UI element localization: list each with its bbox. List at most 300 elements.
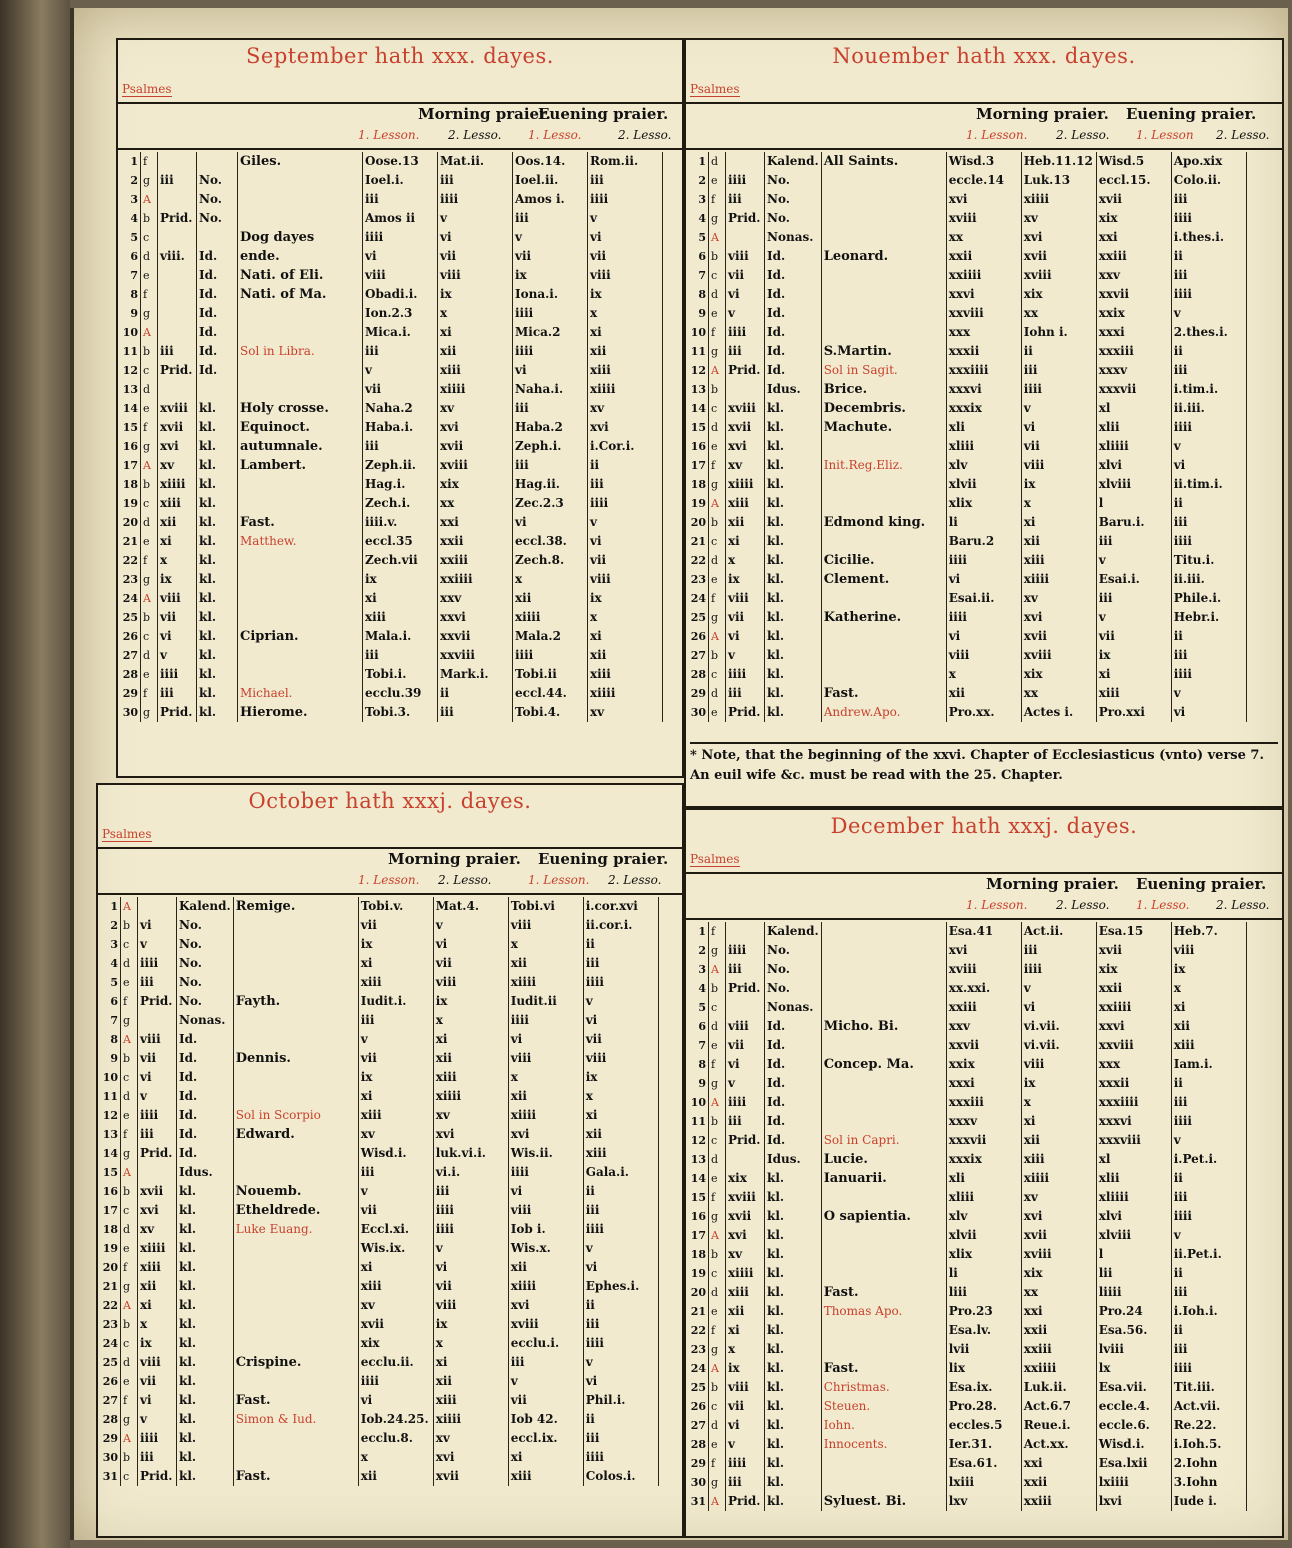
- morning-lesson-1: vi: [946, 627, 1021, 646]
- book-spine: [0, 0, 70, 1548]
- morning-lesson-2: x: [433, 1334, 508, 1353]
- morning-lesson-1: xlix: [946, 494, 1021, 513]
- morning-lesson-1: Pro.28.: [946, 1397, 1021, 1416]
- day-number: 7: [688, 266, 709, 285]
- evening-lesson-1: ix: [1096, 646, 1171, 665]
- roman-date: kl.: [765, 551, 822, 570]
- calendar-row: [688, 323, 1246, 342]
- evening-lesson-1: xliiii: [1096, 1188, 1171, 1207]
- calendar-table: [688, 922, 1247, 1511]
- morning-lesson-1: iii: [363, 190, 438, 209]
- evening-lesson-2: v: [583, 992, 658, 1011]
- morning-lesson-2: xiii: [1021, 551, 1096, 570]
- evening-lesson-1: xlvi: [1096, 456, 1171, 475]
- day-number: 7: [120, 266, 141, 285]
- roman-date: kl.: [765, 589, 822, 608]
- day-number: 25: [688, 608, 709, 627]
- evening-lesson-2: xii: [583, 1125, 658, 1144]
- evening-lesson-1: xxiiii: [1096, 998, 1171, 1017]
- evening-lesson-1: xxxi: [1096, 323, 1171, 342]
- golden-number: Prid.: [726, 1131, 765, 1150]
- golden-number: iii: [726, 342, 765, 361]
- evening-lesson-1: Iudit.ii: [508, 992, 583, 1011]
- lesson-label: 1. Lesson.: [966, 128, 1028, 142]
- calendar-row: [688, 1169, 1246, 1188]
- day-number: 2: [120, 171, 141, 190]
- golden-number: vii: [138, 1372, 177, 1391]
- golden-number: vii: [726, 608, 765, 627]
- dominical-letter: d: [709, 285, 726, 304]
- evening-lesson-1: lxvi: [1096, 1492, 1171, 1511]
- golden-number: xvii: [726, 1207, 765, 1226]
- morning-lesson-2: xvi: [433, 1125, 508, 1144]
- evening-lesson-1: xxxv: [1096, 361, 1171, 380]
- golden-number: Prid.: [726, 979, 765, 998]
- evening-lesson-1: xliiii: [1096, 437, 1171, 456]
- dominical-letter: b: [121, 1315, 138, 1334]
- feast-cell: [821, 1435, 946, 1454]
- feast-cell: [821, 361, 946, 380]
- dominical-letter: A: [709, 1359, 726, 1378]
- evening-lesson-2: viii: [588, 570, 663, 589]
- morning-prayer-label: Morning praier.: [388, 850, 521, 868]
- evening-lesson-2: i.Cor.i.: [588, 437, 663, 456]
- roman-date: No.: [177, 935, 234, 954]
- dominical-letter: d: [121, 954, 138, 973]
- feast-cell: [821, 1131, 946, 1150]
- dominical-letter: d: [709, 1017, 726, 1036]
- evening-lesson-2: iiii: [583, 1334, 658, 1353]
- morning-lesson-1: lxv: [946, 1492, 1021, 1511]
- morning-lesson-2: ix: [433, 1315, 508, 1334]
- morning-lesson-1: xvi: [946, 190, 1021, 209]
- feast-cell: [233, 1163, 358, 1182]
- rubric-feast: Andrew.Apo.: [823, 705, 901, 719]
- day-number: 7: [688, 1036, 709, 1055]
- golden-number: [158, 152, 197, 171]
- morning-lesson-2: xxiiii: [438, 570, 513, 589]
- morning-lesson-1: v: [363, 361, 438, 380]
- calendar-row: [120, 494, 663, 513]
- morning-lesson-2: ix: [438, 285, 513, 304]
- dominical-letter: b: [121, 1448, 138, 1467]
- evening-lesson-1: Pro.24: [1096, 1302, 1171, 1321]
- dominical-letter: d: [141, 380, 158, 399]
- morning-lesson-1: xi: [358, 1087, 433, 1106]
- morning-lesson-1: xxxii: [946, 342, 1021, 361]
- feast-cell: [821, 703, 946, 722]
- evening-lesson-1: Ioel.ii.: [513, 171, 588, 190]
- morning-lesson-1: ix: [358, 1068, 433, 1087]
- lesson-label: 2. Lesso.: [448, 128, 502, 142]
- dominical-letter: b: [121, 1049, 138, 1068]
- november-section: [684, 38, 1284, 808]
- day-number: 19: [100, 1239, 121, 1258]
- calendar-row: [688, 1397, 1246, 1416]
- feast-cell: [821, 285, 946, 304]
- morning-lesson-1: v: [358, 1030, 433, 1049]
- morning-lesson-2: xvii: [433, 1467, 508, 1486]
- calendar-row: [688, 171, 1246, 190]
- golden-number: [158, 380, 197, 399]
- feast-cell: [821, 1093, 946, 1112]
- golden-number: Prid.: [158, 209, 197, 228]
- feast-cell: [233, 1258, 358, 1277]
- roman-date: No.: [765, 941, 822, 960]
- calendar-row: [688, 437, 1246, 456]
- evening-lesson-2: vi: [583, 1011, 658, 1030]
- morning-lesson-2: vi: [433, 1258, 508, 1277]
- golden-number: vi: [726, 1416, 765, 1435]
- rubric-feast: Luke Euang.: [235, 1222, 313, 1236]
- dominical-letter: A: [121, 1296, 138, 1315]
- roman-date: Id.: [197, 285, 238, 304]
- evening-lesson-2: ii: [1171, 627, 1246, 646]
- golden-number: xv: [726, 456, 765, 475]
- evening-lesson-1: xlii: [1096, 1169, 1171, 1188]
- golden-number: xvii: [726, 418, 765, 437]
- day-number: 15: [688, 1188, 709, 1207]
- dominical-letter: g: [709, 941, 726, 960]
- lesson-label: 2. Lesso.: [1056, 128, 1110, 142]
- dominical-letter: e: [709, 437, 726, 456]
- golden-number: v: [158, 646, 197, 665]
- prayer-header: [686, 872, 1282, 920]
- roman-date: kl.: [197, 665, 238, 684]
- feast-cell: Fast.: [233, 1391, 358, 1410]
- evening-lesson-1: xii: [513, 589, 588, 608]
- roman-date: Id.: [765, 1112, 822, 1131]
- golden-number: viii: [138, 1030, 177, 1049]
- morning-lesson-2: xxiii: [438, 551, 513, 570]
- evening-lesson-2: x: [583, 1087, 658, 1106]
- day-number: 29: [688, 1454, 709, 1473]
- morning-lesson-2: xii: [433, 1372, 508, 1391]
- rubric-feast: Sol in Scorpio: [235, 1108, 321, 1122]
- morning-lesson-1: xxv: [946, 1017, 1021, 1036]
- golden-number: Prid.: [726, 703, 765, 722]
- evening-lesson-1: xxxviii: [1096, 1131, 1171, 1150]
- morning-lesson-2: x: [1021, 1093, 1096, 1112]
- day-number: 5: [100, 973, 121, 992]
- feast-cell: [238, 532, 363, 551]
- dominical-letter: d: [709, 1150, 726, 1169]
- calendar-row: [120, 304, 663, 323]
- golden-number: xv: [138, 1220, 177, 1239]
- morning-lesson-2: xxii: [1021, 1321, 1096, 1340]
- evening-lesson-2: ix: [1171, 960, 1246, 979]
- day-number: 28: [120, 665, 141, 684]
- dominical-letter: f: [709, 323, 726, 342]
- morning-lesson-2: xiiii: [1021, 570, 1096, 589]
- day-number: 18: [120, 475, 141, 494]
- evening-lesson-1: eccle.4.: [1096, 1397, 1171, 1416]
- september-section: [116, 38, 684, 778]
- evening-lesson-1: Mica.2: [513, 323, 588, 342]
- feast-cell: [233, 1087, 358, 1106]
- dominical-letter: f: [709, 922, 726, 941]
- day-number: 9: [120, 304, 141, 323]
- evening-lesson-2: iiii: [583, 1448, 658, 1467]
- golden-number: viii.: [158, 247, 197, 266]
- day-number: 25: [100, 1353, 121, 1372]
- roman-date: kl.: [765, 532, 822, 551]
- golden-number: iii: [726, 960, 765, 979]
- calendar-row: [688, 1435, 1246, 1454]
- dominical-letter: b: [709, 1378, 726, 1397]
- evening-lesson-2: iii: [1171, 1188, 1246, 1207]
- roman-date: kl.: [177, 1391, 234, 1410]
- calendar-row: [100, 897, 658, 916]
- morning-lesson-1: iiii: [358, 1372, 433, 1391]
- calendar-row: [120, 228, 663, 247]
- calendar-row: [688, 152, 1246, 171]
- dominical-letter: b: [121, 916, 138, 935]
- morning-lesson-1: eccles.5: [946, 1416, 1021, 1435]
- day-number: 28: [100, 1410, 121, 1429]
- feast-cell: [821, 1074, 946, 1093]
- evening-lesson-1: xix: [1096, 960, 1171, 979]
- dominical-letter: g: [121, 1277, 138, 1296]
- morning-lesson-2: v: [438, 209, 513, 228]
- morning-lesson-1: xiii: [358, 1106, 433, 1125]
- evening-lesson-1: xlvi: [1096, 1207, 1171, 1226]
- feast-cell: Syluest. Bi.: [821, 1492, 946, 1511]
- roman-date: kl.: [765, 475, 822, 494]
- feast-cell: [238, 665, 363, 684]
- morning-lesson-2: vi.vii.: [1021, 1036, 1096, 1055]
- dominical-letter: A: [709, 1492, 726, 1511]
- evening-lesson-2: 2.Iohn: [1171, 1454, 1246, 1473]
- prayer-header: [98, 847, 682, 895]
- dominical-letter: A: [709, 960, 726, 979]
- morning-lesson-2: xiii: [438, 361, 513, 380]
- roman-date: kl.: [197, 418, 238, 437]
- morning-lesson-1: xii: [946, 684, 1021, 703]
- morning-lesson-2: iiii: [1021, 380, 1096, 399]
- dominical-letter: b: [141, 608, 158, 627]
- day-number: 29: [688, 684, 709, 703]
- golden-number: xiiii: [726, 1264, 765, 1283]
- evening-lesson-2: i.tim.i.: [1171, 380, 1246, 399]
- feast-cell: [233, 935, 358, 954]
- roman-date: Id.: [765, 342, 822, 361]
- morning-lesson-2: xi: [438, 323, 513, 342]
- morning-lesson-2: xii: [433, 1049, 508, 1068]
- golden-number: Prid.: [726, 209, 765, 228]
- evening-lesson-2: iiii: [1171, 209, 1246, 228]
- evening-lesson-2: v: [588, 513, 663, 532]
- lesson-label: 2. Lesso.: [1216, 128, 1270, 142]
- roman-date: kl.: [765, 494, 822, 513]
- day-number: 10: [100, 1068, 121, 1087]
- feast-cell: [233, 1106, 358, 1125]
- evening-lesson-2: v: [583, 1239, 658, 1258]
- roman-date: kl.: [765, 1226, 822, 1245]
- feast-cell: Fast.: [238, 513, 363, 532]
- feast-cell: [233, 1220, 358, 1239]
- golden-number: [138, 1163, 177, 1182]
- golden-number: ix: [726, 570, 765, 589]
- golden-number: xvii: [138, 1182, 177, 1201]
- evening-lesson-2: vii: [583, 1030, 658, 1049]
- roman-date: kl.: [177, 1372, 234, 1391]
- dominical-letter: A: [709, 627, 726, 646]
- feast-cell: Hierome.: [238, 703, 363, 722]
- evening-lesson-1: iii: [1096, 532, 1171, 551]
- roman-date: kl.: [197, 513, 238, 532]
- roman-date: Idus.: [765, 1150, 822, 1169]
- evening-lesson-2: iiii: [583, 1220, 658, 1239]
- day-number: 23: [688, 1340, 709, 1359]
- morning-lesson-1: xxix: [946, 1055, 1021, 1074]
- roman-date: kl.: [197, 703, 238, 722]
- morning-lesson-2: xvii: [1021, 247, 1096, 266]
- evening-lesson-1: Baru.i.: [1096, 513, 1171, 532]
- morning-lesson-2: vi: [433, 935, 508, 954]
- evening-lesson-1: xxxiii: [1096, 342, 1171, 361]
- roman-date: Idus.: [177, 1163, 234, 1182]
- roman-date: Id.: [765, 285, 822, 304]
- dominical-letter: d: [709, 418, 726, 437]
- day-number: 12: [100, 1106, 121, 1125]
- day-number: 12: [688, 361, 709, 380]
- calendar-row: [120, 190, 663, 209]
- evening-lesson-2: iiii: [588, 190, 663, 209]
- evening-lesson-1: eccl.44.: [513, 684, 588, 703]
- golden-number: x: [158, 551, 197, 570]
- calendar-row: [688, 304, 1246, 323]
- evening-lesson-1: xl: [1096, 399, 1171, 418]
- feast-cell: [238, 570, 363, 589]
- calendar-row: [120, 532, 663, 551]
- evening-lesson-1: Mala.2: [513, 627, 588, 646]
- golden-number: ix: [138, 1334, 177, 1353]
- evening-lesson-1: Wisd.i.: [1096, 1435, 1171, 1454]
- morning-lesson-1: lvii: [946, 1340, 1021, 1359]
- calendar-row: [100, 1030, 658, 1049]
- golden-number: vi: [138, 1068, 177, 1087]
- morning-lesson-2: v: [1021, 979, 1096, 998]
- morning-lesson-2: luk.vi.i.: [433, 1144, 508, 1163]
- feast-cell: Remige.: [233, 897, 358, 916]
- roman-date: Idus.: [765, 380, 822, 399]
- morning-lesson-1: vii: [363, 380, 438, 399]
- feast-cell: Fast.: [821, 1283, 946, 1302]
- evening-lesson-2: ix: [588, 285, 663, 304]
- evening-lesson-2: ii.Pet.i.: [1171, 1245, 1246, 1264]
- calendar-row: [688, 1150, 1246, 1169]
- roman-date: kl.: [765, 684, 822, 703]
- golden-number: [158, 266, 197, 285]
- morning-lesson-1: viii: [363, 266, 438, 285]
- feast-cell: [238, 380, 363, 399]
- calendar-row: [120, 285, 663, 304]
- dominical-letter: c: [121, 1201, 138, 1220]
- dominical-letter: A: [709, 494, 726, 513]
- feast-cell: Lambert.: [238, 456, 363, 475]
- calendar-row: [688, 646, 1246, 665]
- morning-lesson-1: iii: [358, 1011, 433, 1030]
- morning-lesson-1: eccl.35: [363, 532, 438, 551]
- day-number: 27: [688, 646, 709, 665]
- evening-lesson-1: v: [513, 228, 588, 247]
- golden-number: x: [138, 1315, 177, 1334]
- calendar-row: [100, 1372, 658, 1391]
- day-number: 8: [688, 285, 709, 304]
- evening-lesson-1: xxx: [1096, 1055, 1171, 1074]
- morning-lesson-2: xi: [433, 1030, 508, 1049]
- dominical-letter: A: [709, 228, 726, 247]
- roman-date: kl.: [197, 475, 238, 494]
- morning-lesson-1: iii: [358, 1163, 433, 1182]
- evening-lesson-1: xii: [508, 954, 583, 973]
- dominical-letter: e: [141, 399, 158, 418]
- morning-lesson-1: xxxix: [946, 1150, 1021, 1169]
- morning-lesson-2: v: [433, 916, 508, 935]
- evening-lesson-1: Pro.xxi: [1096, 703, 1171, 722]
- evening-prayer-label: Euening praier.: [1126, 105, 1257, 123]
- day-number: 30: [120, 703, 141, 722]
- feast-cell: [821, 941, 946, 960]
- roman-date: kl.: [177, 1239, 234, 1258]
- feast-cell: [821, 209, 946, 228]
- morning-lesson-1: xix: [358, 1334, 433, 1353]
- roman-date: kl.: [765, 1435, 822, 1454]
- dominical-letter: g: [141, 171, 158, 190]
- evening-lesson-1: l: [1096, 494, 1171, 513]
- calendar-row: [688, 1207, 1246, 1226]
- feast-cell: Concep. Ma.: [821, 1055, 946, 1074]
- calendar-row: [120, 399, 663, 418]
- roman-date: No.: [197, 190, 238, 209]
- day-number: 23: [120, 570, 141, 589]
- evening-lesson-1: xi: [1096, 665, 1171, 684]
- day-number: 29: [100, 1429, 121, 1448]
- evening-lesson-2: xiiii: [588, 380, 663, 399]
- evening-lesson-1: xvii: [1096, 190, 1171, 209]
- evening-lesson-1: viii: [508, 1201, 583, 1220]
- morning-lesson-2: vi: [1021, 998, 1096, 1017]
- roman-date: No.: [765, 209, 822, 228]
- calendar-row: [688, 1454, 1246, 1473]
- roman-date: Kalend.: [177, 897, 234, 916]
- evening-lesson-1: x: [513, 570, 588, 589]
- roman-date: Id.: [197, 361, 238, 380]
- dominical-letter: g: [709, 475, 726, 494]
- calendar-row: [120, 342, 663, 361]
- calendar-row: [100, 1448, 658, 1467]
- day-number: 22: [100, 1296, 121, 1315]
- calendar-row: [120, 266, 663, 285]
- dominical-letter: d: [709, 1416, 726, 1435]
- roman-date: kl.: [177, 1258, 234, 1277]
- golden-number: iiii: [726, 323, 765, 342]
- month-title: September hath xxx. dayes.: [246, 44, 554, 68]
- roman-date: kl.: [765, 608, 822, 627]
- feast-cell: [233, 1277, 358, 1296]
- calendar-row: [688, 1226, 1246, 1245]
- roman-date: Id.: [765, 1093, 822, 1112]
- golden-number: v: [726, 646, 765, 665]
- feast-cell: [821, 228, 946, 247]
- day-number: 17: [120, 456, 141, 475]
- evening-lesson-1: lviii: [1096, 1340, 1171, 1359]
- feast-cell: [238, 190, 363, 209]
- feast-cell: [233, 1448, 358, 1467]
- evening-lesson-2: ii: [1171, 342, 1246, 361]
- roman-date: kl.: [197, 494, 238, 513]
